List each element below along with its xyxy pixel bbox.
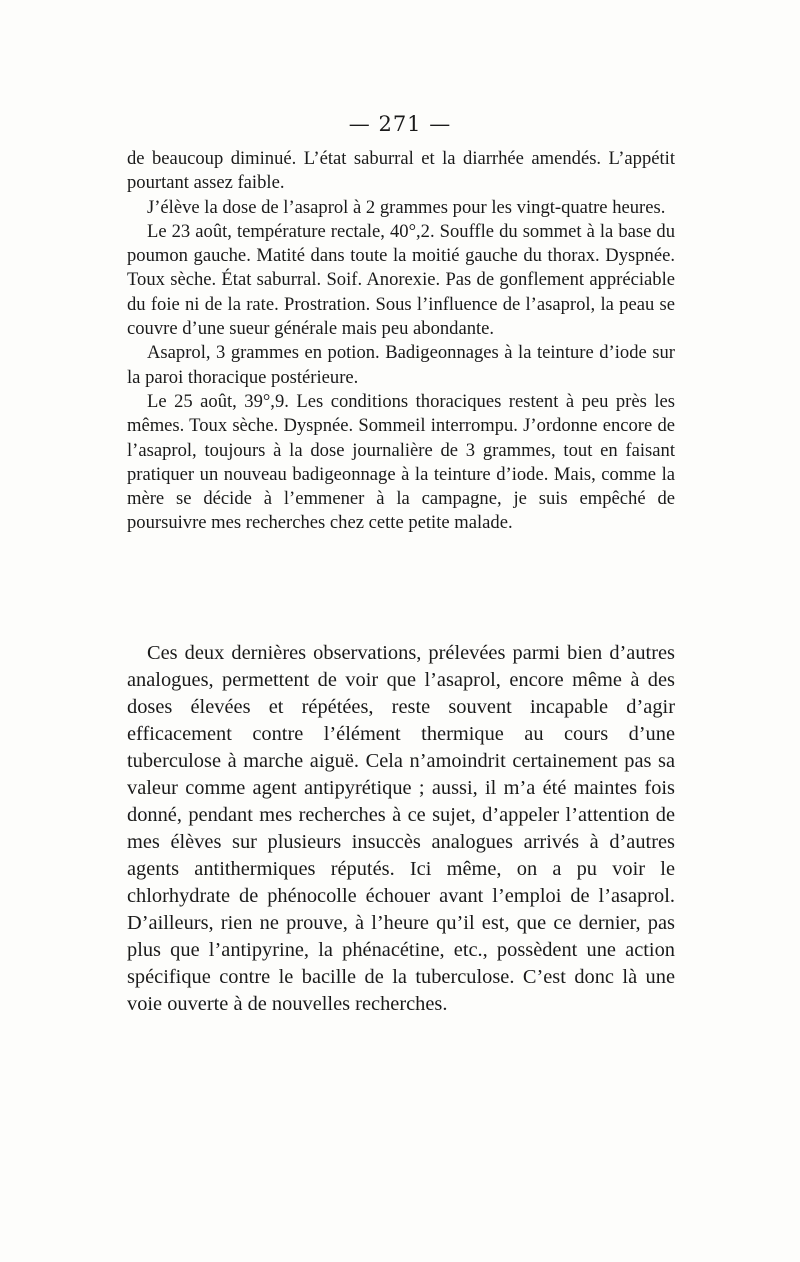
commentary-section [127,640,675,1018]
paragraph-asaprol-treatment: Asaprol, 3 grammes en potion. Badigeonnages à la teinture d’iode sur la paroi thoracique postérieure. [127,342,675,388]
paragraph-dose-increase: J’élève la dose de l’asaprol à 2 grammes pour les vingt-quatre heures. [147,196,666,218]
paragraph-continuation: de beaucoup diminué. L’état saburral et la diarrhée amendés. L’appétit pourtant assez faible. [127,148,675,194]
paragraph-august-25: Le 25 août, 39°,9. Les conditions thoraciques restent à peu près les mêmes. Toux sèche. Dyspnée. Sommeil interrompu. J’ordonne encore de l’asaprol, toujours à la dose journalière de 3 grammes, tout en faisant pratiquer un nouveau badigeonnage à la teinture d’iode. Mais, comme la mère se décide à l’emmener à la campagne, je suis empêché de poursuivre mes recherches chez cette petite malade. [127,390,675,534]
paragraph-august-23: Le 23 août, température rectale, 40°,2. Souffle du sommet à la base du poumon gauche. Matité dans toute la moitié gauche du thorax. Dyspnée. Toux sèche. État saburral. Soif. Anorexie. Pas de gonflement appréciable du foie ni de la rate. Prostration. Sous l’influence de l’asaprol, la peau se couvre d’une sueur générale mais peu abondante. [127,220,675,340]
page-number: — 271 — [348,112,452,136]
observation-notes [127,147,675,536]
paragraph-commentary: Ces deux dernières observations, prélevées parmi bien d’autres analogues, permettent de voir que l’asaprol, encore même à des doses élevées et répétées, reste souvent incapable d’agir efficacement contre l’élément thermique au cours d’une tuberculose à marche aiguë. Cela n’amoindrit certainement pas sa valeur comme agent antipyrétique ; aussi, il m’a été maintes fois donné, pendant mes recherches à ce sujet, d’appeler l’attention de mes élèves sur plusieurs insuccès analogues arrivés à d’autres agents antithermiques réputés. Ici même, on a pu voir le chlorhydrate de phénocolle échouer avant l’emploi de l’asaprol. D’ailleurs, rien ne prouve, à l’heure qu’il est, que ce dernier, pas plus que l’antipyrine, la phénacétine, etc., possèdent une action spécifique contre le bacille de la tuberculose. C’est donc là une voie ouverte à de nouvelles recherches. [127,642,675,1015]
